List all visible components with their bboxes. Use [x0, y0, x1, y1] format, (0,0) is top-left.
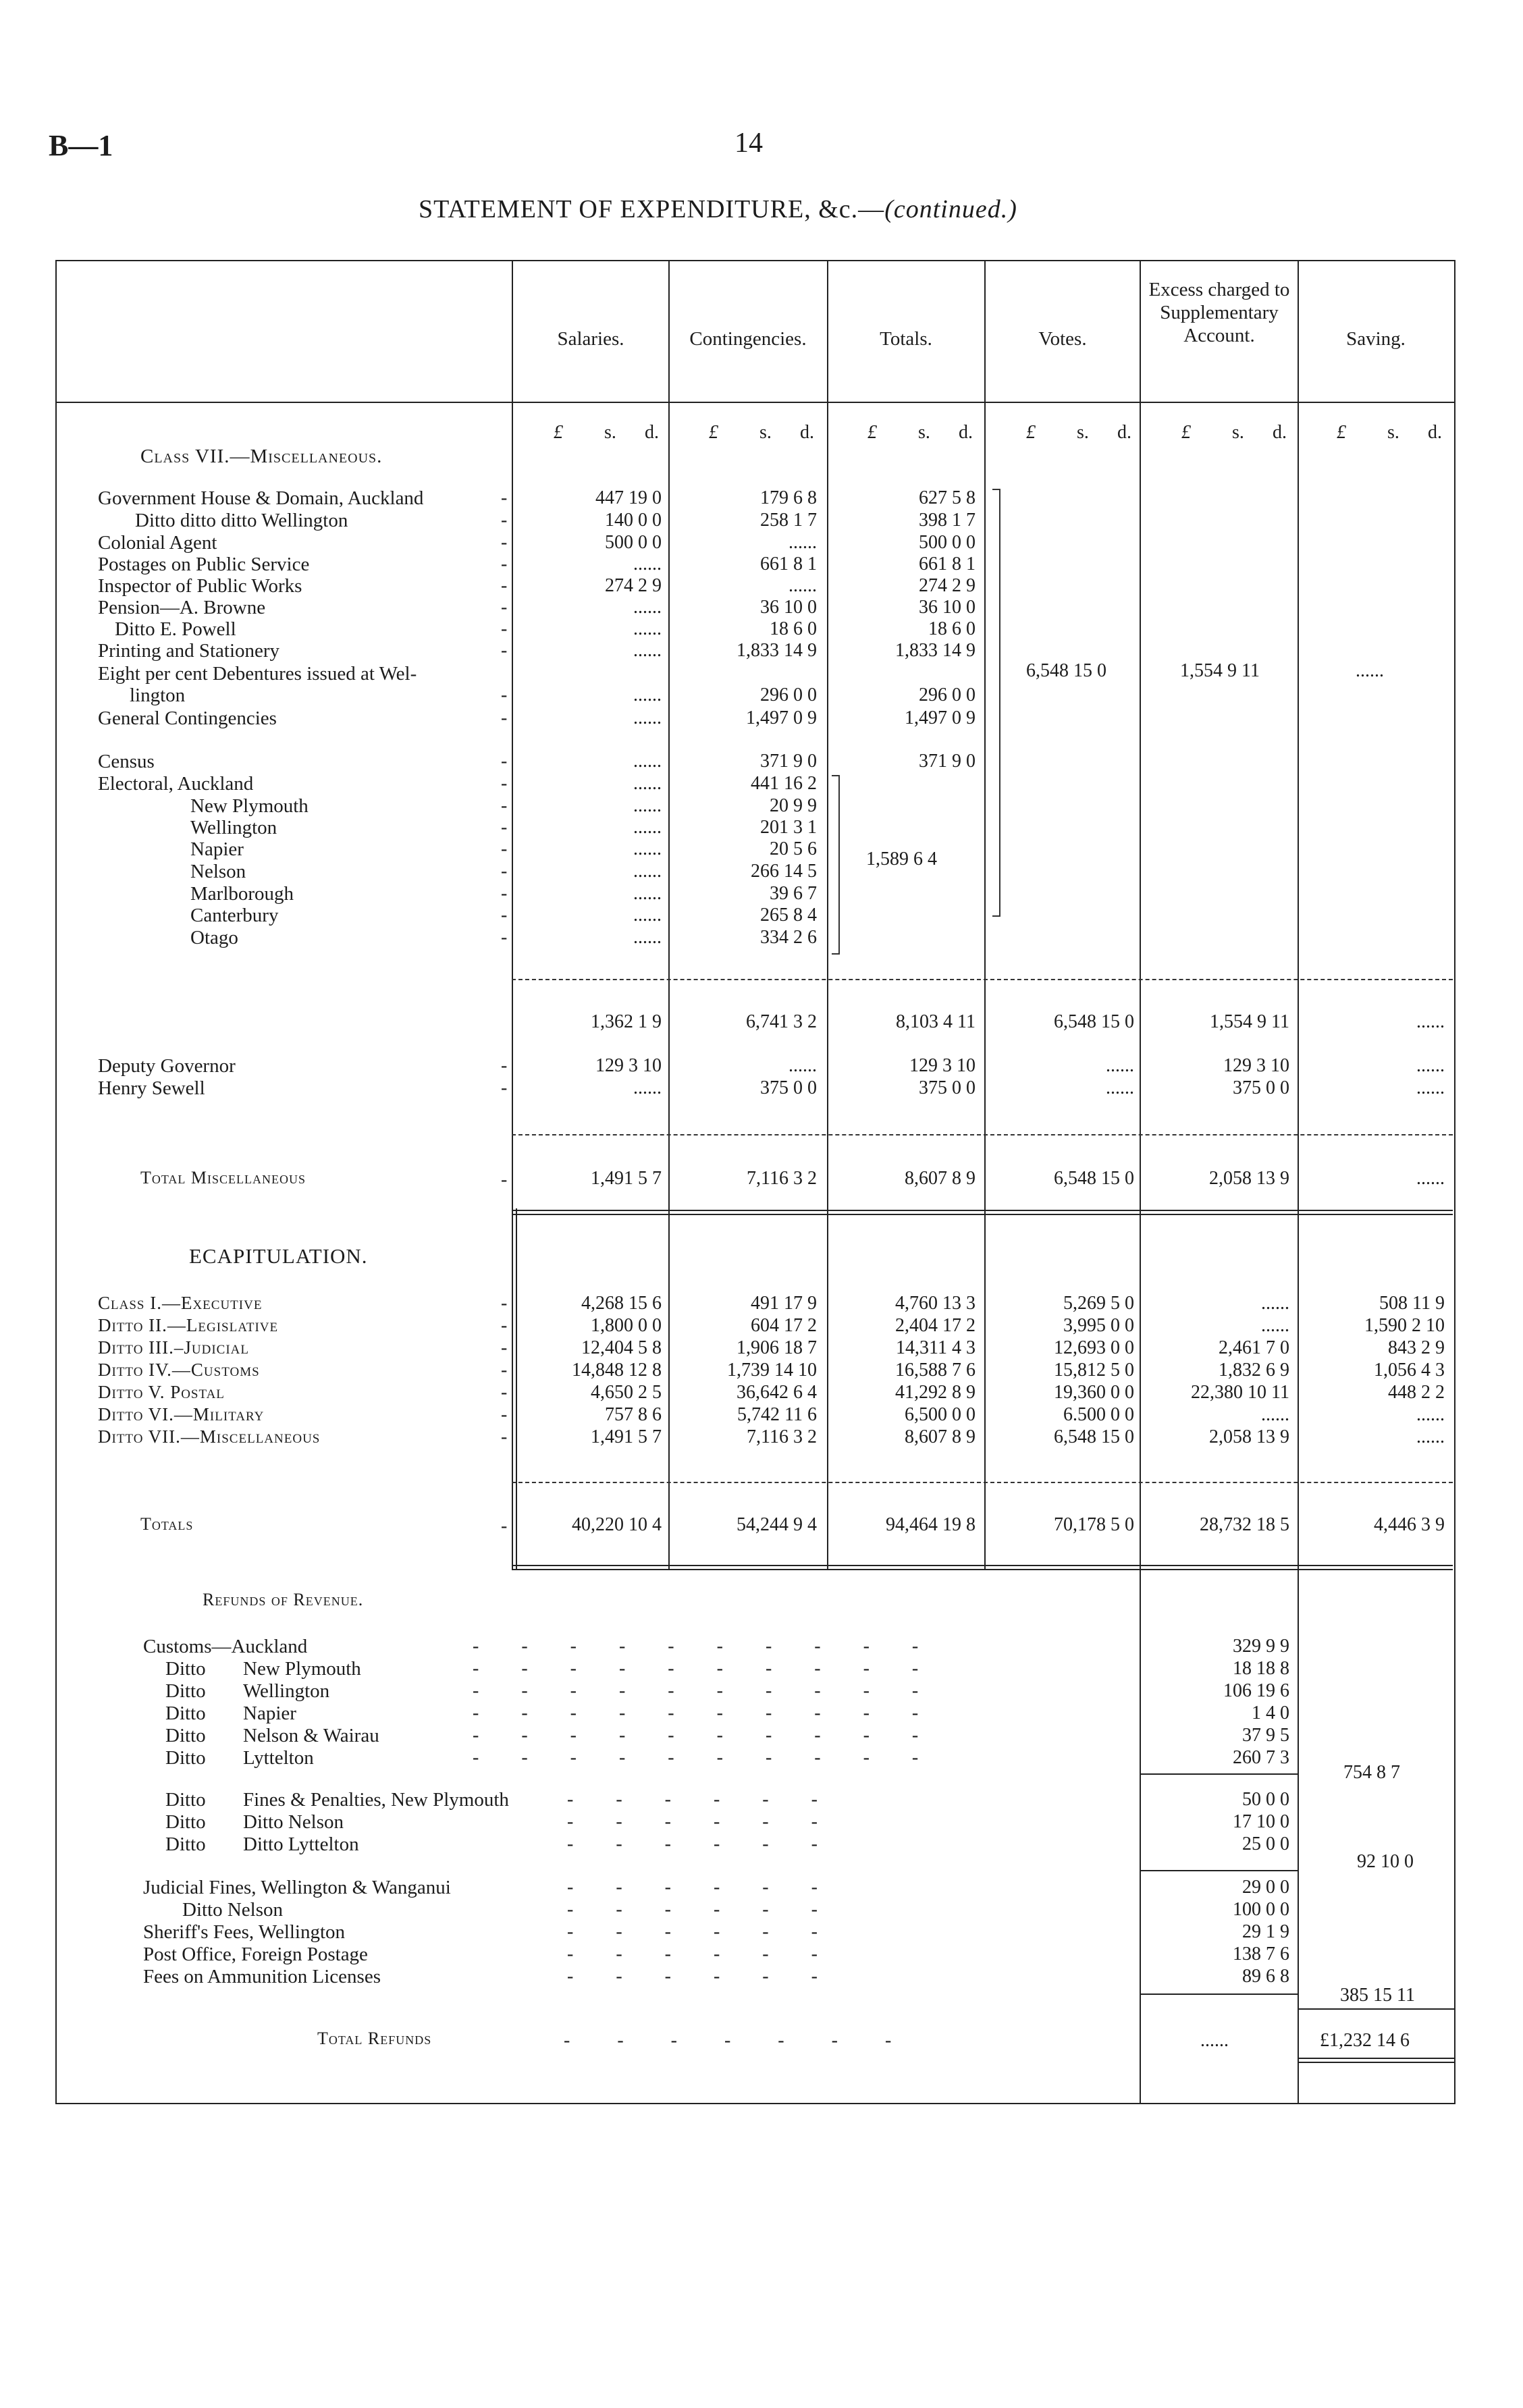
unit-pound: £ — [709, 422, 718, 443]
recap-row-tot: 41,292 8 9 — [895, 1382, 976, 1403]
recap-row-excess: ...... — [1261, 1404, 1289, 1425]
refund-row-label: Ditto — [165, 1789, 206, 1811]
class7-extra-votes: ...... — [1106, 1055, 1134, 1076]
recap-row-sal: 4,268 15 6 — [581, 1293, 662, 1314]
row-leader-dash: - — [501, 1169, 508, 1190]
recap-totals-label: Totals — [140, 1514, 194, 1534]
row-leader-dash: - — [501, 554, 508, 574]
recap-totals-excess: 28,732 18 5 — [1200, 1514, 1289, 1535]
recap-row-tot: 6,500 0 0 — [905, 1404, 976, 1425]
recap-row-excess: 2,058 13 9 — [1209, 1426, 1289, 1447]
recap-row-label: Ditto III.–Judicial — [98, 1337, 249, 1358]
class7-row-salaries: ...... — [633, 640, 662, 661]
class7-row-salaries: ...... — [633, 861, 662, 882]
class7-row-contingencies: 201 3 1 — [760, 817, 817, 838]
total-refunds-excess: ...... — [1200, 2030, 1229, 2051]
col-header-totals: Totals. — [880, 328, 932, 350]
refund-row-amount: 29 0 0 — [1242, 1877, 1289, 1898]
class7-extra-label: Deputy Governor — [98, 1055, 236, 1077]
row-leader-dash: - — [501, 817, 508, 838]
class7-row-label: Wellington — [190, 817, 277, 838]
total-refunds-label: Total Refunds — [317, 2029, 432, 2048]
class7-row-contingencies: 371 9 0 — [760, 751, 817, 772]
recap-row-saving: ...... — [1416, 1404, 1445, 1425]
class7-row-label: Marlborough — [190, 883, 294, 905]
row-leader-dash: - — [501, 838, 508, 859]
class7-row-salaries: ...... — [633, 685, 662, 705]
class7-row-label: New Plymouth — [190, 795, 309, 817]
refund-row-amount: 89 6 8 — [1242, 1966, 1289, 1987]
class7-row-salaries: 447 19 0 — [595, 487, 662, 508]
class7-row-label: Printing and Stationery — [98, 640, 280, 662]
total-miscellaneous-con: 7,116 3 2 — [747, 1168, 817, 1189]
class7-row-salaries: ...... — [633, 795, 662, 816]
refunds-heading: Refunds of Revenue. — [203, 1590, 364, 1609]
unit-pence: d. — [959, 422, 973, 443]
row-leader-dash: - — [501, 1293, 508, 1314]
class7-extra-saving: ...... — [1416, 1077, 1445, 1098]
recap-row-tot: 14,311 4 3 — [896, 1337, 976, 1358]
class7-row-totals: 18 6 0 — [928, 618, 976, 639]
recap-row-sal: 1,800 0 0 — [591, 1315, 662, 1336]
recap-row-label: Ditto V. Postal — [98, 1382, 225, 1402]
recap-row-saving: 1,590 2 10 — [1364, 1315, 1445, 1336]
refund-row-sublabel: Wellington — [243, 1680, 330, 1702]
recap-row-label: Class I.—Executive — [98, 1293, 263, 1313]
unit-pound: £ — [1337, 422, 1346, 443]
recap-row-con: 7,116 3 2 — [747, 1426, 817, 1447]
refund-row-label: Ditto — [165, 1811, 206, 1833]
class7-row-contingencies: 39 6 7 — [770, 883, 817, 904]
row-leader-dash: - — [501, 640, 508, 661]
class7-row-label: Colonial Agent — [98, 532, 217, 554]
class7-extra-sal: 129 3 10 — [595, 1055, 662, 1076]
class7-row-contingencies: 266 14 5 — [751, 861, 817, 882]
class7-subtotal-tot: 8,103 4 11 — [896, 1011, 976, 1032]
brace-electoral — [832, 775, 840, 955]
refund-row-amount: 329 9 9 — [1233, 1636, 1289, 1657]
class7-row-contingencies: ...... — [789, 575, 817, 596]
refund-row-amount: 138 7 6 — [1233, 1944, 1289, 1964]
recap-row-votes: 12,693 0 0 — [1054, 1337, 1134, 1358]
refund-row-amount: 260 7 3 — [1233, 1747, 1289, 1768]
row-leader-dashes: - - - - - - — [567, 1789, 836, 1810]
page-title-suffix: (continued.) — [884, 195, 1017, 223]
refund-row-amount: 1 4 0 — [1252, 1703, 1289, 1723]
row-leader-dashes: - - - - - - — [567, 1921, 836, 1942]
class7-row-contingencies: 441 16 2 — [751, 773, 817, 794]
row-leader-dash: - — [501, 487, 508, 508]
recap-row-label: Ditto VII.—Miscellaneous — [98, 1426, 321, 1447]
refund-row-label: Ditto — [165, 1703, 206, 1724]
recap-row-saving: 448 2 2 — [1388, 1382, 1445, 1403]
row-leader-dash: - — [501, 795, 508, 816]
row-leader-dash: - — [501, 905, 508, 926]
refund-row-label: Ditto — [165, 1834, 206, 1855]
class7-extra-saving: ...... — [1416, 1055, 1445, 1076]
recap-row-votes: 3,995 0 0 — [1063, 1315, 1134, 1336]
class7-extra-votes: ...... — [1106, 1077, 1134, 1098]
row-leader-dash: - — [501, 883, 508, 904]
refund-row-amount: 18 18 8 — [1233, 1658, 1289, 1679]
unit-pence: d. — [800, 422, 814, 443]
refund-row-sublabel: Ditto Lyttelton — [243, 1834, 359, 1855]
class7-row-label: Government House & Domain, Auckland — [98, 487, 424, 509]
recap-row-sal: 1,491 5 7 — [591, 1426, 662, 1447]
recap-totals-tot: 94,464 19 8 — [886, 1514, 976, 1535]
row-leader-dash: - — [501, 1426, 508, 1447]
class7-row-label: Otago — [190, 927, 238, 948]
class7-row-contingencies: 18 6 0 — [770, 618, 817, 639]
class7-row-contingencies: 36 10 0 — [760, 597, 817, 618]
unit-pound: £ — [867, 422, 877, 443]
refund-row-sublabel: Nelson & Wairau — [243, 1725, 379, 1746]
class7-row-salaries: ...... — [633, 773, 662, 794]
recap-row-con: 1,906 18 7 — [737, 1337, 817, 1358]
recap-row-votes: 19,360 0 0 — [1054, 1382, 1134, 1403]
class7-row-salaries: ...... — [633, 618, 662, 639]
class7-row-label: Canterbury — [190, 905, 279, 926]
class7-row-salaries: ...... — [633, 817, 662, 838]
class7-row-salaries: 500 0 0 — [605, 532, 662, 553]
class7-group-excess: 1,554 9 11 — [1180, 660, 1260, 681]
class7-extra-con: ...... — [789, 1055, 817, 1076]
total-miscellaneous-tot: 8,607 8 9 — [905, 1168, 976, 1189]
class7-row-label: Pension—A. Browne — [98, 597, 266, 618]
class7-row-label: Census — [98, 751, 155, 772]
class7-row-totals: 661 8 1 — [919, 554, 976, 574]
row-leader-dash: - — [501, 1077, 508, 1098]
col-header-saving: Saving. — [1346, 328, 1406, 350]
unit-pence: d. — [1428, 422, 1442, 443]
row-leader-dash: - — [501, 1404, 508, 1425]
unit-pence: d. — [1117, 422, 1131, 443]
electoral-total: 1,589 6 4 — [866, 849, 937, 869]
class7-heading: Class VII.—Miscellaneous. — [140, 446, 383, 467]
unit-shilling: s. — [1387, 422, 1399, 443]
class7-subtotal-votes: 6,548 15 0 — [1054, 1011, 1134, 1032]
class7-row-label: Ditto E. Powell — [115, 618, 236, 640]
row-leader-dashes: - - - - - - - - - - — [473, 1703, 919, 1723]
class7-row-contingencies: 334 2 6 — [760, 927, 817, 948]
class7-row-totals: 296 0 0 — [919, 685, 976, 705]
recap-row-votes: 6.500 0 0 — [1063, 1404, 1134, 1425]
class7-subtotal-con: 6,741 3 2 — [746, 1011, 817, 1032]
refund-row-sublabel: Fines & Penalties, New Plymouth — [243, 1789, 509, 1811]
class7-extra-con: 375 0 0 — [760, 1077, 817, 1098]
recap-totals-con: 54,244 9 4 — [737, 1514, 817, 1535]
class7-row-salaries: ...... — [633, 597, 662, 618]
class7-extra-excess: 129 3 10 — [1223, 1055, 1289, 1076]
unit-pence: d. — [1273, 422, 1287, 443]
class7-subtotal-excess: 1,554 9 11 — [1210, 1011, 1289, 1032]
refund-row-label: Post Office, Foreign Postage — [143, 1944, 368, 1965]
refund-row-amount: 17 10 0 — [1233, 1811, 1289, 1832]
recap-row-label: Ditto VI.—Military — [98, 1404, 265, 1424]
class7-row-totals: 1,497 0 9 — [905, 707, 976, 728]
class7-row-label: Electoral, Auckland — [98, 773, 254, 795]
refund-row-label: Ditto — [165, 1658, 206, 1680]
class7-row-label: Napier — [190, 838, 244, 860]
unit-shilling: s. — [1077, 422, 1089, 443]
recap-row-sal: 14,848 12 8 — [572, 1360, 662, 1381]
recap-totals-sal: 40,220 10 4 — [572, 1514, 662, 1535]
row-leader-dashes: - - - - - - — [567, 1811, 836, 1832]
row-leader-dash: - — [501, 1360, 508, 1381]
recap-row-votes: 6,548 15 0 — [1054, 1426, 1134, 1447]
row-leader-dash: - — [501, 707, 508, 728]
class7-row-label: Eight per cent Debentures issued at Wel- — [98, 663, 417, 685]
class7-extra-tot: 129 3 10 — [909, 1055, 976, 1076]
page-title — [419, 194, 1017, 224]
total-miscellaneous-label: Total Miscellaneous — [140, 1168, 306, 1187]
col-header-contingencies: Contingencies. — [689, 328, 807, 350]
class7-row-label: Postages on Public Service — [98, 554, 310, 575]
class7-row-salaries: ...... — [633, 927, 662, 948]
row-leader-dash: - — [501, 685, 508, 705]
class7-row-salaries: ...... — [633, 707, 662, 728]
row-leader-dash: - — [501, 1055, 508, 1076]
row-leader-dash: - — [501, 1337, 508, 1358]
refund-row-label: Judicial Fines, Wellington & Wanganui — [143, 1877, 451, 1898]
unit-pound: £ — [554, 422, 563, 443]
row-leader-dash: - — [501, 751, 508, 772]
class7-row-totals: 1,833 14 9 — [895, 640, 976, 661]
refund-row-amount: 100 0 0 — [1233, 1899, 1289, 1920]
refund-row-label: Ditto — [165, 1747, 206, 1769]
recap-row-tot: 8,607 8 9 — [905, 1426, 976, 1447]
row-leader-dash: - — [501, 773, 508, 794]
unit-pound: £ — [1181, 422, 1191, 443]
class7-row-contingencies: 258 1 7 — [760, 510, 817, 531]
class7-row-salaries: ...... — [633, 905, 662, 926]
row-leader-dashes: - - - - - - - - - - — [473, 1658, 919, 1679]
row-leader-dashes: - - - - - - - - - - — [473, 1680, 919, 1701]
class7-extra-label: Henry Sewell — [98, 1077, 205, 1099]
class7-subtotal-sal: 1,362 1 9 — [591, 1011, 662, 1032]
row-leader-dash: - — [501, 510, 508, 531]
row-leader-dashes: - - - - - - - - - - — [473, 1725, 919, 1746]
unit-shilling: s. — [918, 422, 930, 443]
class7-row-label: lington — [130, 685, 186, 706]
recap-row-excess: 1,832 6 9 — [1219, 1360, 1289, 1381]
unit-pound: £ — [1026, 422, 1036, 443]
recap-row-votes: 5,269 5 0 — [1063, 1293, 1134, 1314]
class7-row-label: Inspector of Public Works — [98, 575, 302, 597]
total-miscellaneous-saving: ...... — [1416, 1168, 1445, 1189]
refund-row-sublabel: Lyttelton — [243, 1747, 314, 1769]
class7-row-contingencies: 1,497 0 9 — [746, 707, 817, 728]
refund-row-sublabel: Napier — [243, 1703, 296, 1724]
recap-row-votes: 15,812 5 0 — [1054, 1360, 1134, 1381]
class7-row-salaries: ...... — [633, 883, 662, 904]
class7-row-contingencies: 265 8 4 — [760, 905, 817, 926]
col-header-salaries: Salaries. — [557, 328, 624, 350]
class7-row-contingencies: 179 6 8 — [760, 487, 817, 508]
class7-row-salaries: ...... — [633, 751, 662, 772]
row-leader-dashes: - - - - - - — [567, 1834, 836, 1854]
recap-row-excess: ...... — [1261, 1293, 1289, 1314]
class7-row-contingencies: 20 9 9 — [770, 795, 817, 816]
unit-shilling: s. — [759, 422, 772, 443]
refund-row-label: Customs—Auckland — [143, 1636, 308, 1657]
refund-row-amount: 50 0 0 — [1242, 1789, 1289, 1810]
recap-row-tot: 4,760 13 3 — [895, 1293, 976, 1314]
recap-totals-saving: 4,446 3 9 — [1374, 1514, 1445, 1535]
refund-row-amount: 37 9 5 — [1242, 1725, 1289, 1746]
row-leader-dash: - — [501, 1315, 508, 1336]
recap-row-con: 491 17 9 — [751, 1293, 817, 1314]
row-leader-dash: - — [501, 1516, 508, 1536]
row-leader-dash: - — [501, 927, 508, 948]
total-miscellaneous-sal: 1,491 5 7 — [591, 1168, 662, 1189]
recap-row-saving: 1,056 4 3 — [1374, 1360, 1445, 1381]
document-code: B—1 — [49, 129, 113, 162]
class7-row-salaries: ...... — [633, 838, 662, 859]
class7-row-totals: 398 1 7 — [919, 510, 976, 531]
class7-group-saving: ...... — [1356, 660, 1384, 681]
refund-row-sublabel: Ditto Nelson — [243, 1811, 344, 1833]
class7-extra-tot: 375 0 0 — [919, 1077, 976, 1098]
refund-row-sublabel: New Plymouth — [243, 1658, 361, 1680]
class7-row-contingencies: 296 0 0 — [760, 685, 817, 705]
refund-row-amount: 29 1 9 — [1242, 1921, 1289, 1942]
refund-row-amount: 106 19 6 — [1223, 1680, 1289, 1701]
recap-row-excess: ...... — [1261, 1315, 1289, 1336]
recap-row-con: 5,742 11 6 — [737, 1404, 817, 1425]
recap-row-excess: 2,461 7 0 — [1219, 1337, 1289, 1358]
class7-row-contingencies: 661 8 1 — [760, 554, 817, 574]
class7-row-contingencies: ...... — [789, 532, 817, 553]
class7-row-salaries: ...... — [633, 554, 662, 574]
refund-row-amount: 25 0 0 — [1242, 1834, 1289, 1854]
class7-row-label: General Contingencies — [98, 707, 277, 729]
row-leader-dash: - — [501, 1382, 508, 1403]
brace-class7-group — [992, 489, 1000, 917]
class7-row-totals: 36 10 0 — [919, 597, 976, 618]
class7-subtotal-saving: ...... — [1416, 1011, 1445, 1032]
class7-extra-excess: 375 0 0 — [1233, 1077, 1289, 1098]
total-miscellaneous-excess: 2,058 13 9 — [1209, 1168, 1289, 1189]
recap-row-sal: 12,404 5 8 — [581, 1337, 662, 1358]
recap-row-tot: 2,404 17 2 — [895, 1315, 976, 1336]
refund-row-label: Ditto — [165, 1680, 206, 1702]
class7-row-totals: 627 5 8 — [919, 487, 976, 508]
recap-row-con: 1,739 14 10 — [727, 1360, 817, 1381]
class7-row-label: Ditto ditto ditto Wellington — [135, 510, 348, 531]
recap-row-excess: 22,380 10 11 — [1191, 1382, 1289, 1403]
class7-row-totals: 274 2 9 — [919, 575, 976, 596]
class7-group-votes: 6,548 15 0 — [1026, 660, 1106, 681]
recap-row-con: 604 17 2 — [751, 1315, 817, 1336]
row-leader-dash: - — [501, 618, 508, 639]
class7-row-salaries: 140 0 0 — [605, 510, 662, 531]
class7-row-totals: 500 0 0 — [919, 532, 976, 553]
unit-pence: d. — [645, 422, 659, 443]
recap-row-sal: 757 8 6 — [605, 1404, 662, 1425]
unit-shilling: s. — [604, 422, 616, 443]
class7-row-contingencies: 20 5 6 — [770, 838, 817, 859]
refunds-other-total: 385 15 11 — [1340, 1985, 1415, 2006]
recap-row-saving: ...... — [1416, 1426, 1445, 1447]
class7-row-totals: 371 9 0 — [919, 751, 976, 772]
recap-totals-votes: 70,178 5 0 — [1054, 1514, 1134, 1535]
row-leader-dashes: - - - - - - - - - - — [473, 1747, 919, 1768]
refund-row-label: Ditto — [165, 1725, 206, 1746]
total-refunds-saving: £1,232 14 6 — [1320, 2030, 1410, 2051]
refunds-customs-total: 754 8 7 — [1343, 1762, 1400, 1783]
refunds-fines-total: 92 10 0 — [1357, 1851, 1414, 1872]
row-leader-dashes: - - - - - - — [567, 1966, 836, 1987]
refund-row-label: Fees on Ammunition Licenses — [143, 1966, 381, 1987]
recap-row-label: Ditto IV.—Customs — [98, 1360, 260, 1380]
recap-row-saving: 843 2 9 — [1388, 1337, 1445, 1358]
recap-heading: ECAPITULATION. — [189, 1244, 368, 1268]
row-leader-dash: - — [501, 575, 508, 596]
class7-row-salaries: 274 2 9 — [605, 575, 662, 596]
recap-row-label: Ditto II.—Legislative — [98, 1315, 279, 1335]
recap-row-tot: 16,588 7 6 — [895, 1360, 976, 1381]
row-leader-dashes: - - - - - - — [567, 1899, 836, 1920]
col-header-excess: Excess charged to Supplementary Account. — [1148, 279, 1290, 346]
class7-row-contingencies: 1,833 14 9 — [737, 640, 817, 661]
row-leader-dash: - — [501, 597, 508, 618]
row-leader-dashes: - - - - - - — [567, 1944, 836, 1964]
refund-row-label: Sheriff's Fees, Wellington — [143, 1921, 346, 1943]
total-refunds-dashes: - - - - - - - — [564, 2030, 892, 2051]
col-header-votes: Votes. — [1038, 328, 1087, 350]
class7-row-label: Nelson — [190, 861, 246, 882]
class7-extra-sal: ...... — [633, 1077, 662, 1098]
recap-row-con: 36,642 6 4 — [737, 1382, 817, 1403]
row-leader-dash: - — [501, 532, 508, 553]
row-leader-dashes: - - - - - - — [567, 1877, 836, 1898]
total-miscellaneous-votes: 6,548 15 0 — [1054, 1168, 1134, 1189]
unit-shilling: s. — [1232, 422, 1244, 443]
row-leader-dashes: - - - - - - - - - - — [473, 1636, 919, 1657]
recap-row-sal: 4,650 2 5 — [591, 1382, 662, 1403]
recap-row-saving: 508 11 9 — [1379, 1293, 1445, 1314]
page-number: 14 — [734, 128, 763, 159]
page-title-main: STATEMENT OF EXPENDITURE, &c.— — [419, 195, 885, 223]
row-leader-dash: - — [501, 861, 508, 882]
refund-row-label: Ditto Nelson — [182, 1899, 284, 1921]
